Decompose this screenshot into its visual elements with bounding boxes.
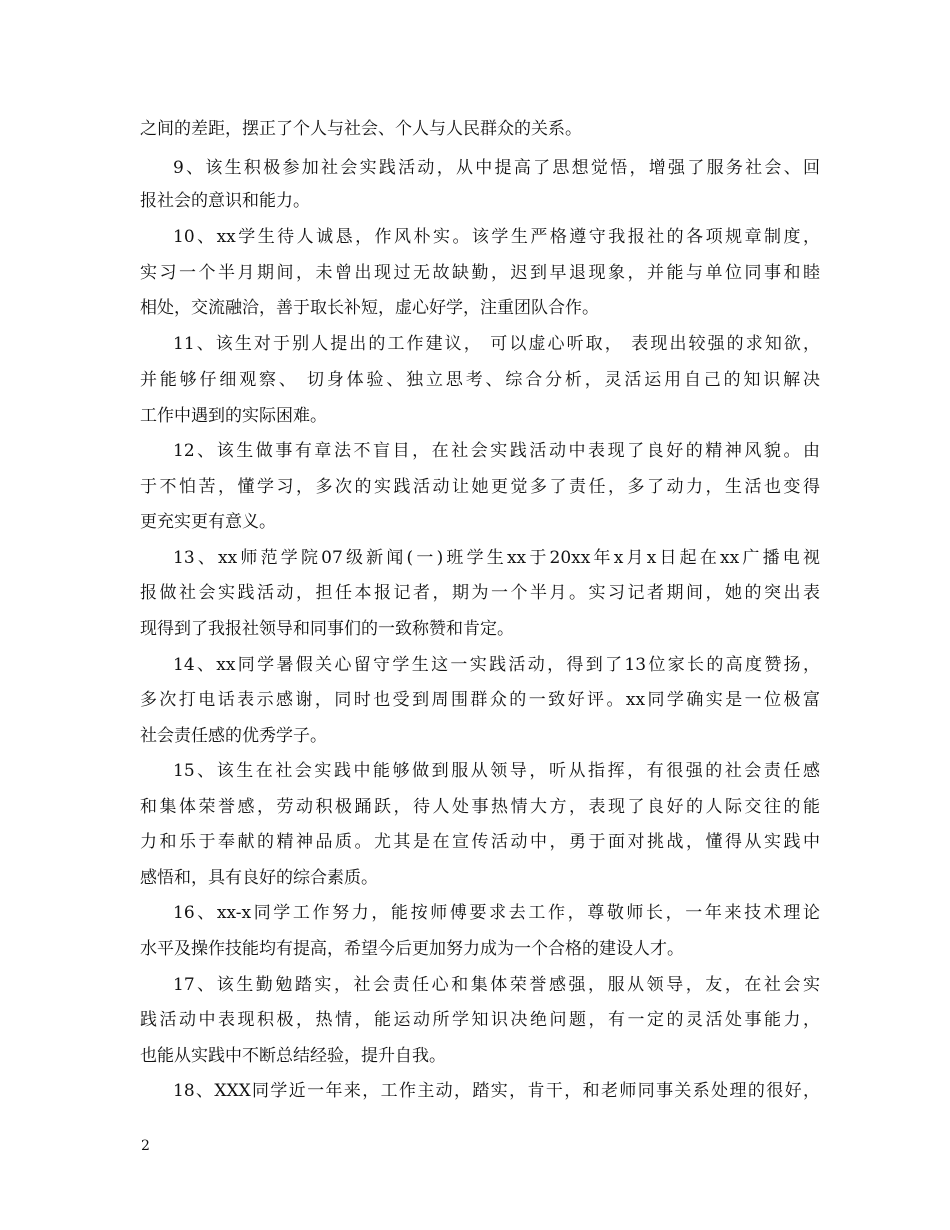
text-line-21: 力和乐于奉献的精神品质。尤其是在宣传活动中，勇于面对挑战，懂得从实践中 bbox=[140, 832, 820, 852]
page-number: 2 bbox=[141, 1138, 150, 1154]
text-line-3: 报社会的意识和能力。 bbox=[140, 191, 310, 211]
text-line-12: 更充实更有意义。 bbox=[140, 512, 276, 532]
text-line-11: 于不怕苦，懂学习，多次的实践活动让她更觉多了责任，多了动力，生活也变得 bbox=[140, 477, 820, 497]
text-line-15: 现得到了我报社领导和同事们的一致称赞和肯定。 bbox=[140, 619, 514, 639]
text-line-6: 相处，交流融洽，善于取长补短，虚心好学，注重团队合作。 bbox=[140, 298, 599, 318]
text-line-13: 13、xx师范学院07级新闻(一)班学生xx于20xx年x月x日起在xx广播电视 bbox=[173, 548, 820, 568]
text-line-28: 18、XXX同学近一年来，工作主动，踏实，肯干，和老师同事关系处理的很好， bbox=[173, 1081, 820, 1101]
text-line-18: 社会责任感的优秀学子。 bbox=[140, 726, 327, 746]
text-line-14: 报做社会实践活动，担任本报记者，期为一个半月。实习记者期间，她的突出表 bbox=[140, 583, 820, 603]
text-line-17: 多次打电话表示感谢，同时也受到周围群众的一致好评。xx同学确实是一位极富 bbox=[140, 690, 820, 710]
text-line-8: 并能够仔细观察、 切身体验、独立思考、综合分析，灵活运用自己的知识解决 bbox=[140, 370, 820, 390]
text-line-25: 17、该生勤勉踏实，社会责任心和集体荣誉感强，服从领导，友，在社会实 bbox=[173, 975, 820, 995]
text-line-5: 实习一个半月期间，未曾出现过无故缺勤，迟到早退现象，并能与单位同事和睦 bbox=[140, 263, 820, 283]
text-line-4: 10、xx学生待人诚恳，作风朴实。该学生严格遵守我报社的各项规章制度， bbox=[173, 227, 820, 247]
text-line-27: 也能从实践中不断总结经验，提升自我。 bbox=[140, 1046, 446, 1066]
text-line-16: 14、xx同学暑假关心留守学生这一实践活动，得到了13位家长的高度赞扬， bbox=[173, 655, 820, 675]
text-line-7: 11、该生对于别人提出的工作建议， 可以虚心听取， 表现出较强的求知欲， bbox=[173, 334, 820, 354]
text-line-22: 感悟和，具有良好的综合素质。 bbox=[140, 868, 378, 888]
text-line-19: 15、该生在社会实践中能够做到服从领导，听从指挥，有很强的社会责任感 bbox=[173, 761, 820, 781]
text-line-23: 16、xx-x同学工作努力，能按师傅要求去工作，尊敬师长，一年来技术理论 bbox=[173, 903, 820, 923]
text-line-24: 水平及操作技能均有提高，希望今后更加努力成为一个合格的建设人才。 bbox=[140, 939, 684, 959]
text-line-10: 12、该生做事有章法不盲目，在社会实践活动中表现了良好的精神风貌。由 bbox=[173, 441, 820, 461]
text-line-1: 之间的差距，摆正了个人与社会、个人与人民群众的关系。 bbox=[140, 119, 582, 139]
text-line-26: 践活动中表现积极，热情，能运动所学知识决绝问题，有一定的灵活处事能力， bbox=[140, 1010, 820, 1030]
text-line-9: 工作中遇到的实际困难。 bbox=[140, 406, 327, 426]
text-line-20: 和集体荣誉感，劳动积极踊跃，待人处事热情大方，表现了良好的人际交往的能 bbox=[140, 797, 820, 817]
text-line-2: 9、该生积极参加社会实践活动，从中提高了思想觉悟，增强了服务社会、回 bbox=[173, 158, 820, 178]
